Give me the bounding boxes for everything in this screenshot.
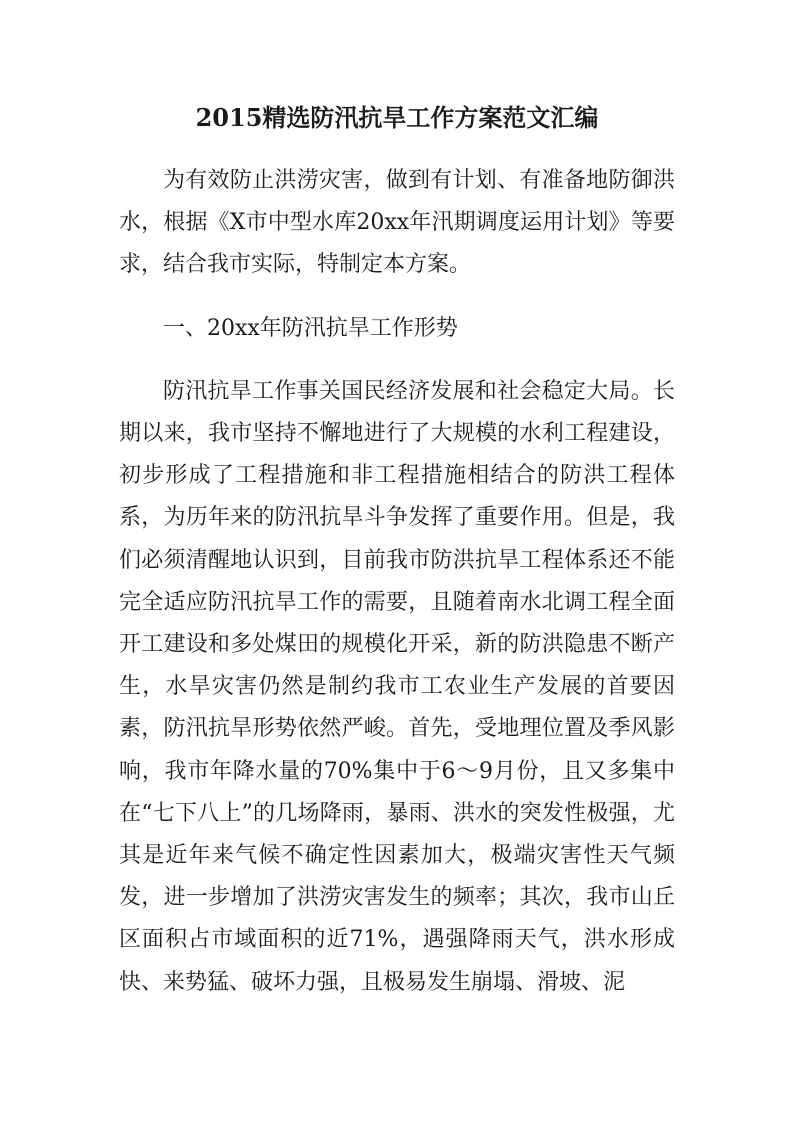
intro-paragraph: 为有效防止洪涝灾害，做到有计划、有准备地防御洪水，根据《X市中型水库20xx年汛期调度运用计划》等要求，结合我市实际，特制定本方案。 — [119, 168, 675, 278]
document-body — [119, 160, 675, 1004]
section-heading: 一、20xx年防汛抗旱工作形势 — [163, 315, 458, 341]
document-title: 2015精选防汛抗旱工作方案范文汇编 — [195, 103, 599, 132]
body-paragraph: 防汛抗旱工作事关国民经济发展和社会稳定大局。长期以来，我市坚持不懈地进行了大规模的水利工程建设，初步形成了工程措施和非工程措施相结合的防洪工程体系，为历年来的防汛抗旱斗争发挥了重要作用。但是，我们必须清醒地认识到，目前我市防洪抗旱工程体系还不能完全适应防汛抗旱工作的需要，且随着南水北调工程全面开工建设和多处煤田的规模化开采，新的防洪隐患不断产生，水旱灾害仍然是制约我市工农业生产发展的首要因素，防汛抗旱形势依然严峻。首先，受地理位置及季风影响，我市年降水量的70%集中于6～9月份，且又多集中在“七下八上”的几场降雨，暴雨、洪水的突发性极强，尤其是近年来气候不确定性因素加大，极端灾害性天气频发，进一步增加了洪涝灾害发生的频率；其次，我市山丘区面积占市域面积的近71%，遇强降雨天气，洪水形成快、来势猛、破坏力强，且极易发生崩塌、滑坡、泥 — [119, 378, 675, 995]
